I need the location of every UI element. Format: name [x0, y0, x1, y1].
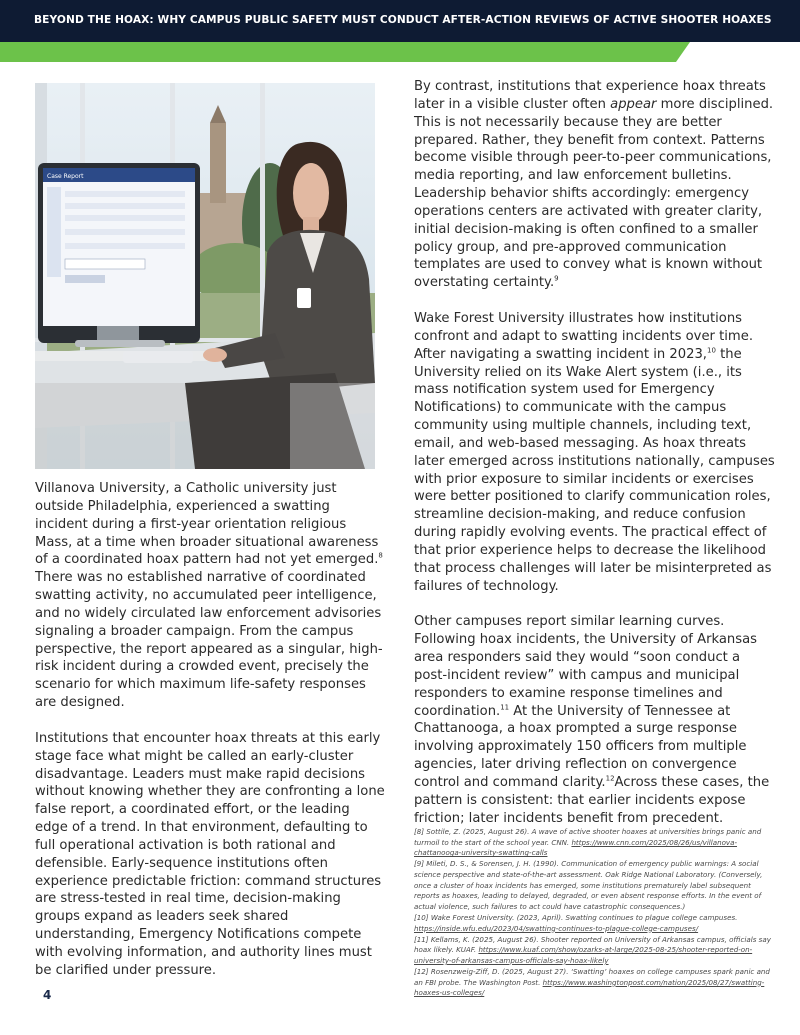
office-photo — [35, 83, 375, 469]
footnote-text: [9] Mileti, D. S., & Sorensen, J. H. (1990). Communication of emergency public warnings: A social science perspective and state-of-the-art assessment. Oak Ridge National Laboratory. (Conversely, once a cluster of hoax incidents has emerged, some institutions prematurely label subsequent reports as hoaxes, leading to delayed, degraded, or even absent response efforts. In the event of actual violence, such failures to act could have catastrophic consequences.) — [414, 859, 763, 911]
left-column — [35, 480, 385, 997]
text-run: Other campuses report similar learning curves. Following hoax incidents, the University of Arkansas area responders said they would “soon conduct a post-incident review” with campus and municipal responders to examine response timelines and coordination. — [414, 614, 757, 719]
emphasis: appear — [610, 96, 657, 112]
footnote-link[interactable]: https://www.washingtonpost.com/nation/2025/08/27/swatting-hoaxes-us-colleges/ — [414, 977, 765, 998]
text-run: Villanova University, a Catholic university just outside Philadelphia, experienced a swatting incident during a first-year orientation religious Mass, at a time when broader situational awareness of a coordinated hoax pattern had not yet emerged. — [35, 481, 379, 568]
text-run: Wake Forest University illustrates how institutions confront and adapt to swatting incidents over time. After navigating a swatting incident in 2023, — [414, 310, 753, 362]
footnote-link[interactable]: https://www.cnn.com/2025/08/26/us/villanova-chattanooga-university-swatting-calls — [414, 837, 738, 858]
text-run: Across these cases, the pattern is consistent: that earlier incidents expose friction; later incidents benefit from precedent. — [414, 774, 770, 826]
footnote-text: [11] Kellams, K. (2025, August 26). Shooter reported on University of Arkansas campus, officials say hoax likely. KUAF. — [414, 934, 771, 955]
paragraph-wake-forest — [414, 310, 776, 596]
paragraph-later-cluster — [414, 78, 776, 292]
footnote-text: [8] Sottile, Z. (2025, August 26). A wave of active shooter hoaxes at universities brings panic and turmoil to the start of the school year. CNN. — [414, 827, 762, 847]
footnote-12 — [414, 967, 774, 999]
footnote-text: [10] Wake Forest University. (2023, April). Swatting continues to plague college campuses. — [414, 912, 738, 922]
footnote-text: [12] Rosenzweig-Ziff, D. (2025, August 27). ‘Swatting’ hoaxes on college campuses spark panic and an FBI probe. The Washington Post. — [414, 967, 770, 987]
footnote-ref-9: 9 — [554, 274, 559, 283]
footnote-9 — [414, 859, 774, 912]
footnote-ref-10: 10 — [706, 346, 716, 355]
footnote-link[interactable]: https://inside.wfu.edu/2023/04/swatting-continues-to-plague-college-campuses/ — [414, 923, 699, 933]
text-run: There was no established narrative of coordinated swatting activity, no accumulated peer intelligence, and no widely circulated law enforcement advisories signaling a broader campaign. From the campus perspective, the report appeared as a singular, high-risk incident during a crowded event, precisely the scenario for which maximum life-safety responses are designed. — [35, 570, 383, 711]
footnote-ref-8: 8 — [378, 552, 383, 560]
monitor-title: Case Report — [47, 173, 84, 180]
text-run: At the University of Tennessee at Chattanooga, a hoax prompted a surge response involving approximately 150 officers from multiple agencies, later driving reflection on convergence control and command clarity. — [414, 703, 747, 790]
footnote-8 — [414, 827, 774, 859]
header-bar — [0, 0, 800, 42]
right-column — [414, 78, 776, 845]
paragraph-early-cluster: Institutions that encounter hoax threats at this early stage face what might be called an early-cluster disadvantage. Leaders must make rapid decisions without knowing whether they are confronting a lone false report, a coordinated effort, or the leading edge of a trend. In that environment, defaulting to full operational activation is both rational and defensible. Early-sequence institutions often experience predictable friction: command structures are stress-tested in real time, decision-making groups expand as leaders seek shared understanding, Emergency Notifications compete with evolving information, and authority lines must be clarified under pressure. — [35, 730, 385, 978]
accent-stripe — [0, 42, 800, 62]
text-run: more disciplined. This is not necessarily because they are better prepared. Rather, they benefit from context. Patterns become visible through peer-to-peer communications, media reporting, and law enforcement bulletins. Leadership behavior shifts accordingly: emergency operations centers are activated with greater clarity, initial decision-making is often confined to a smaller policy group, and pre-approved communication templates are used to convey what is known without overstating certainty. — [414, 96, 774, 291]
paragraph-other-campuses — [414, 613, 776, 827]
document-title: BEYOND THE HOAX: WHY CAMPUS PUBLIC SAFETY MUST CONDUCT AFTER-ACTION REVIEWS OF ACTIVE SHOOTER HOAXES — [34, 14, 772, 26]
footnote-11 — [414, 935, 774, 967]
paragraph-villanova — [35, 480, 385, 712]
text-run: the University relied on its Wake Alert system (i.e., its mass notification system used for Emergency Notifications) to communicate with the campus community using multiple channels, including text, email, and web-based messaging. As hoax threats later emerged across institutions nationally, campuses with prior exposure to similar incidents or exercises were better positioned to clarify communication roles, streamline decision-making, and reduce confusion during rapidly evolving events. The practical effect of that prior experience helps to decrease the likelihood that process challenges will later be misinterpreted as failures of technology. — [414, 346, 775, 594]
page-number: 4 — [43, 988, 52, 1002]
footnote-10 — [414, 913, 774, 934]
footnote-ref-11: 11 — [500, 703, 510, 712]
footnote-link[interactable]: https://www.kuaf.com/show/ozarks-at-large/2025-08-25/shooter-reported-on-university-of-arkansas-campus-officials-say-hoax-likely — [414, 945, 753, 965]
text-run: By contrast, institutions that experience hoax threats later in a visible cluster often — [414, 79, 766, 112]
footnote-ref-12: 12 — [605, 774, 615, 783]
footnotes — [414, 827, 774, 999]
